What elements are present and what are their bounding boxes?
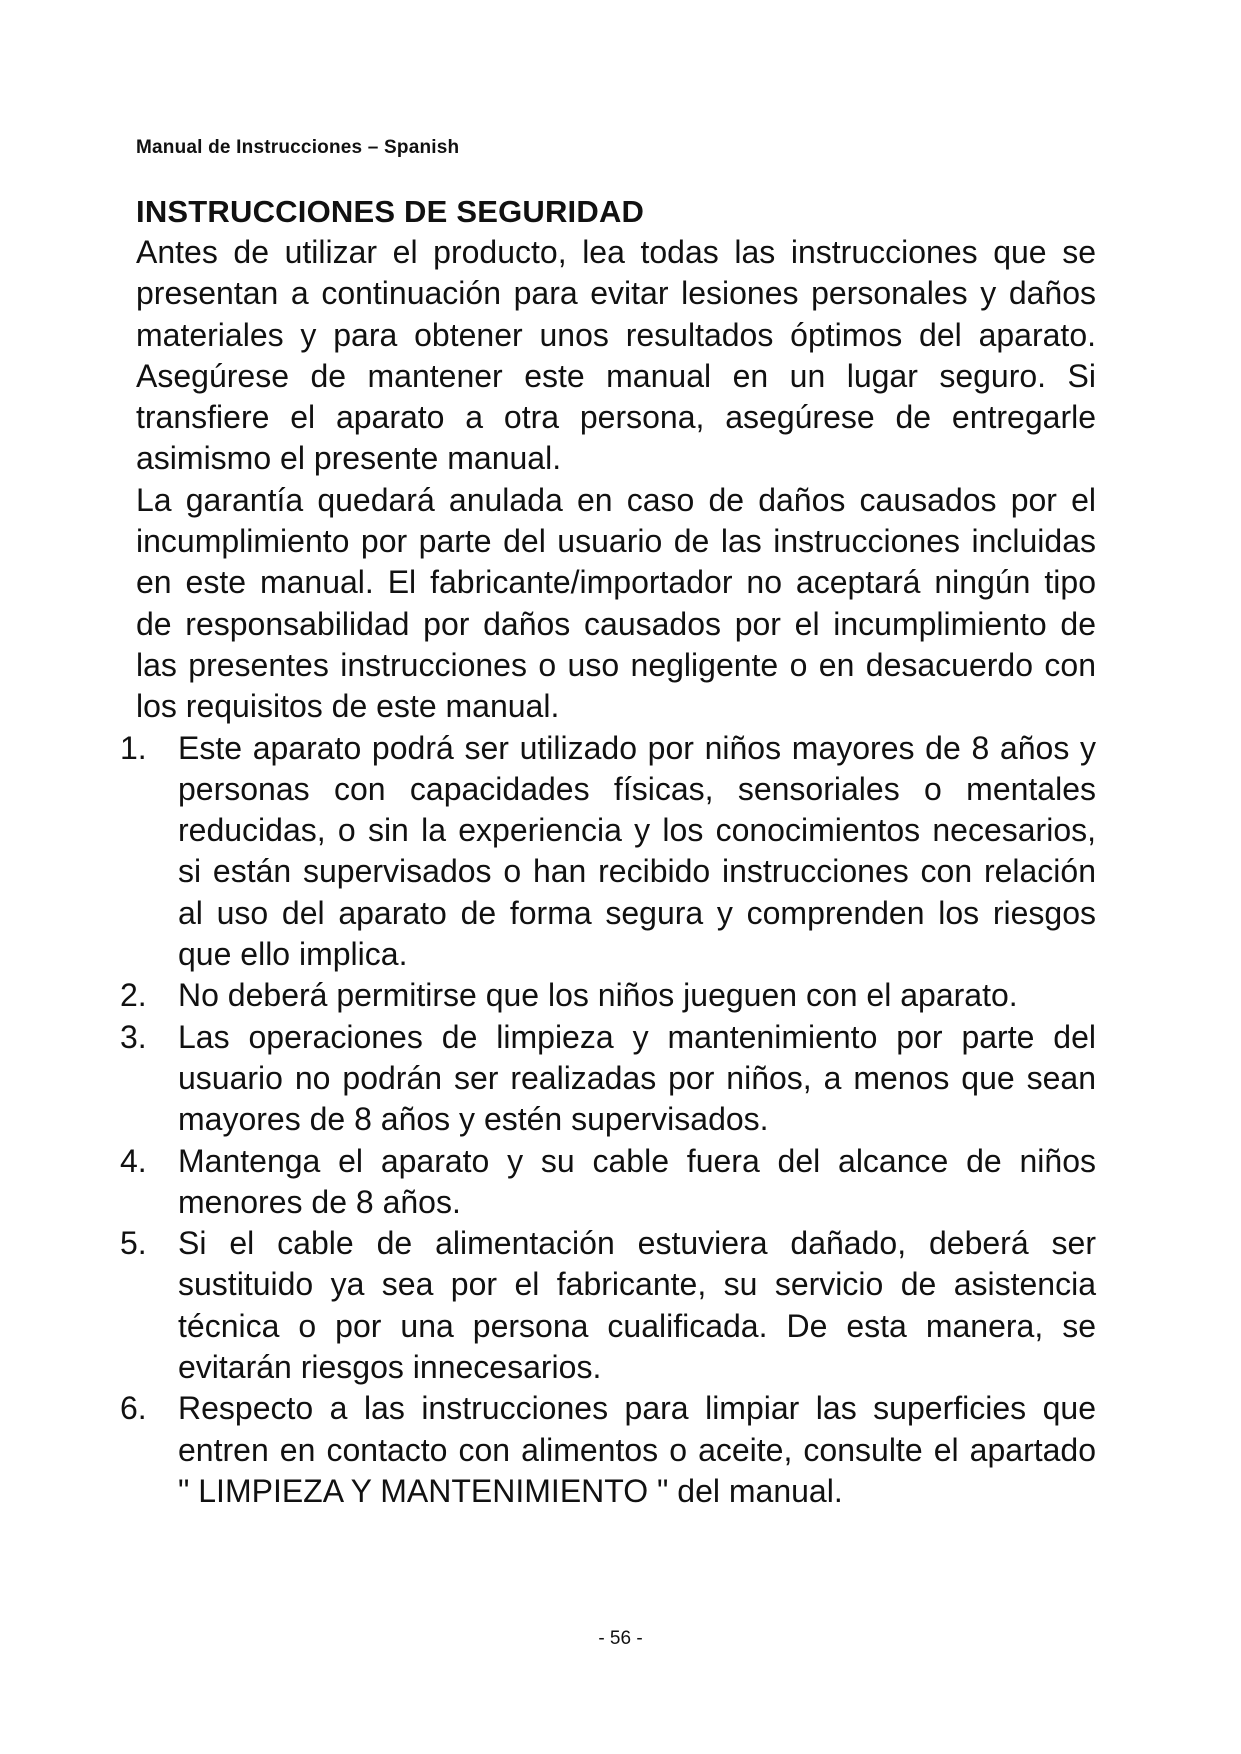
list-item [120,1388,1096,1512]
list-item-text: Este aparato podrá ser utilizado por niños mayores de 8 años y personas con capacidades físicas, sensoriales o mentales reducidas, o sin la experiencia y los conocimientos necesarios, si están supervisados o han recibido instrucciones con relación al uso del aparato de forma segura y comprenden los riesgos que ello implica. [178,729,1096,973]
intro-paragraph: Antes de utilizar el producto, lea todas las instrucciones que se presentan a continuación para evitar lesiones personales y daños materiales y para obtener unos resultados óptimos del aparato. Asegúrese de mantener este manual en un lugar seguro. Si transfiere el aparato a otra persona, asegúrese de entregarle asimismo el presente manual. [136,234,1096,477]
list-item-number: 1. [120,729,147,766]
safety-instructions-list [120,728,1096,1513]
warranty-paragraph: La garantía quedará anulada en caso de daños causados por el incumplimiento por parte del usuario de las instrucciones incluidas en este manual. El fabricante/importador no aceptará ningún tipo de responsabilidad por daños causados por el incumplimiento de las presentes instrucciones o uso negligente o en desacuerdo con los requisitos de este manual. [136,481,1096,725]
list-item [120,1017,1096,1141]
list-item-number: 6. [120,1390,147,1427]
list-item-text: Respecto a las instrucciones para limpiar las superficies que entren en contacto con alimentos o aceite, consulte el apartado " LIMPIEZA Y MANTENIMIENTO " del manual. [178,1390,1096,1509]
list-item-text: Mantenga el aparato y su cable fuera del alcance de niños menores de 8 años. [178,1142,1096,1220]
list-item [120,975,1096,1016]
list-item [120,728,1096,976]
safety-section [120,192,1096,1512]
list-item-number: 4. [120,1142,147,1179]
list-item-text: Si el cable de alimentación estuviera dañado, deberá ser sustituido ya sea por el fabricante, su servicio de asistencia técnica o por una persona cualificada. De esta manera, se evitarán riesgos innecesarios. [178,1225,1096,1386]
section-title: INSTRUCCIONES DE SEGURIDAD [136,194,645,229]
running-header: Manual de Instrucciones – Spanish [136,137,460,158]
list-item-number: 2. [120,977,147,1014]
page-number: - 56 - [598,1628,643,1649]
list-item-text: No deberá permitirse que los niños jueguen con el aparato. [178,977,1018,1014]
list-item [120,1223,1096,1388]
list-item-number: 5. [120,1225,147,1262]
list-item-text: Las operaciones de limpieza y mantenimiento por parte del usuario no podrán ser realizadas por niños, a menos que sean mayores de 8 años y estén supervisados. [178,1018,1096,1138]
list-item [120,1141,1096,1224]
list-item-number: 3. [120,1018,147,1055]
